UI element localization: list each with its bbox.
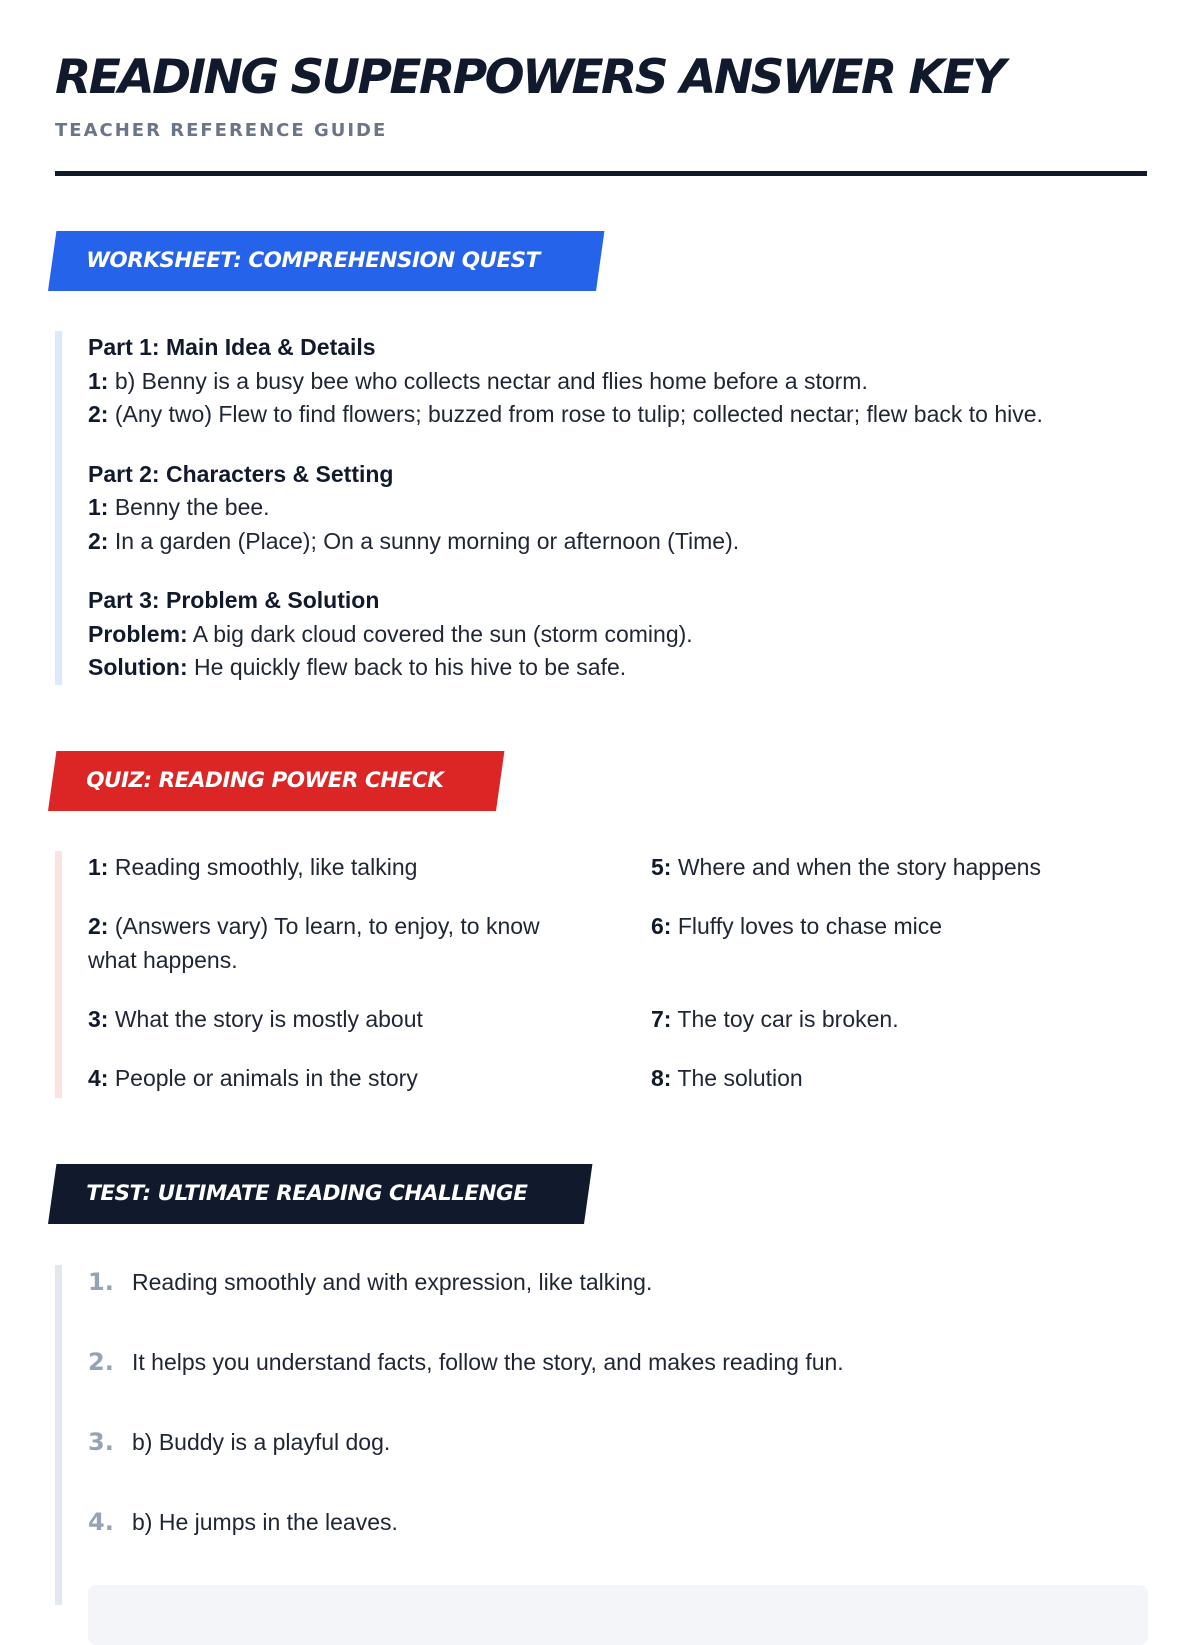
answer-text: It helps you understand facts, follow the story, and makes reading fun. — [132, 1348, 844, 1375]
test-banner — [48, 1164, 592, 1224]
answer-text: What the story is mostly about — [108, 1006, 423, 1032]
answer-label: 2: — [88, 401, 109, 427]
test-answer-box — [88, 1585, 1148, 1645]
quiz-answer — [88, 851, 588, 885]
answer-text: The solution — [671, 1065, 803, 1091]
quiz-banner-label: QUIZ: READING POWER CHECK — [86, 768, 444, 793]
answer-label: 3: — [88, 1006, 109, 1032]
quiz-answer — [88, 1003, 588, 1037]
answer-text: He quickly flew back to his hive to be safe. — [187, 654, 627, 680]
answer-text: Where and when the story happens — [671, 854, 1041, 880]
worksheet-part-1 — [88, 331, 1148, 432]
question-number: 3. — [88, 1428, 114, 1456]
answer-label: 4: — [88, 1065, 109, 1091]
answer-text: The toy car is broken. — [671, 1006, 899, 1032]
answer-line — [88, 365, 1148, 399]
answer-line — [88, 491, 1148, 525]
worksheet-part-2 — [88, 458, 1148, 559]
quiz-accent-bar — [55, 851, 62, 1098]
quiz-answer — [651, 851, 1151, 885]
quiz-banner — [48, 751, 504, 811]
answer-text: People or animals in the story — [108, 1065, 418, 1091]
answer-label: 1: — [88, 854, 109, 880]
header-divider — [55, 171, 1147, 176]
answer-text: Reading smoothly and with expression, like talking. — [132, 1268, 653, 1295]
answer-label: 5: — [651, 854, 672, 880]
question-number: 1. — [88, 1268, 114, 1296]
answer-line — [88, 398, 1148, 432]
quiz-answer — [88, 910, 588, 977]
test-answer — [88, 1345, 844, 1379]
test-answer — [88, 1425, 390, 1459]
answer-line — [88, 651, 1148, 685]
worksheet-part-3 — [88, 584, 1148, 685]
answer-text: Fluffy loves to chase mice — [671, 913, 943, 939]
test-answer — [88, 1505, 398, 1539]
quiz-answer — [651, 1062, 1151, 1096]
answer-label: 7: — [651, 1006, 672, 1032]
test-answer — [88, 1265, 652, 1299]
worksheet-answers — [88, 331, 1148, 711]
answer-label: Problem: — [88, 620, 188, 647]
worksheet-banner — [48, 231, 604, 291]
answer-label: 6: — [651, 913, 672, 939]
answer-text: b) He jumps in the leaves. — [132, 1508, 398, 1535]
answer-text: A big dark cloud covered the sun (storm coming). — [187, 620, 693, 647]
answer-line — [88, 618, 1148, 652]
test-banner-label: TEST: ULTIMATE READING CHALLENGE — [86, 1181, 528, 1206]
answer-label: 2: — [88, 913, 109, 939]
question-number: 2. — [88, 1348, 114, 1376]
answer-label: 1: — [88, 494, 109, 520]
page-title: READING SUPERPOWERS ANSWER KEY — [55, 50, 1004, 105]
answer-text: Reading smoothly, like talking — [108, 854, 418, 880]
part-heading: Part 3: Problem & Solution — [88, 587, 380, 613]
worksheet-banner-label: WORKSHEET: COMPREHENSION QUEST — [86, 248, 540, 273]
worksheet-accent-bar — [55, 331, 62, 685]
answer-text: b) Buddy is a playful dog. — [132, 1428, 391, 1455]
quiz-answer — [651, 1003, 1151, 1037]
part-heading: Part 1: Main Idea & Details — [88, 334, 376, 360]
answer-label: 2: — [88, 527, 109, 554]
answer-line — [88, 525, 1148, 559]
answer-text: (Answers vary) To learn, to enjoy, to know what happens. — [88, 913, 540, 973]
answer-label: 8: — [651, 1065, 672, 1091]
answer-text: Benny the bee. — [108, 494, 270, 520]
answer-text: (Any two) Flew to find flowers; buzzed from rose to tulip; collected nectar; flew back to hive. — [108, 401, 1043, 427]
quiz-answer — [88, 1062, 588, 1096]
question-number: 4. — [88, 1508, 114, 1536]
quiz-answer — [651, 910, 1151, 944]
part-heading: Part 2: Characters & Setting — [88, 460, 394, 487]
answer-label: 1: — [88, 367, 109, 394]
answer-text: In a garden (Place); On a sunny morning or afternoon (Time). — [108, 527, 740, 554]
answer-label: Solution: — [88, 654, 188, 680]
test-accent-bar — [55, 1265, 62, 1605]
answer-text: b) Benny is a busy bee who collects nectar and flies home before a storm. — [108, 367, 868, 394]
page-subtitle: TEACHER REFERENCE GUIDE — [55, 120, 388, 141]
